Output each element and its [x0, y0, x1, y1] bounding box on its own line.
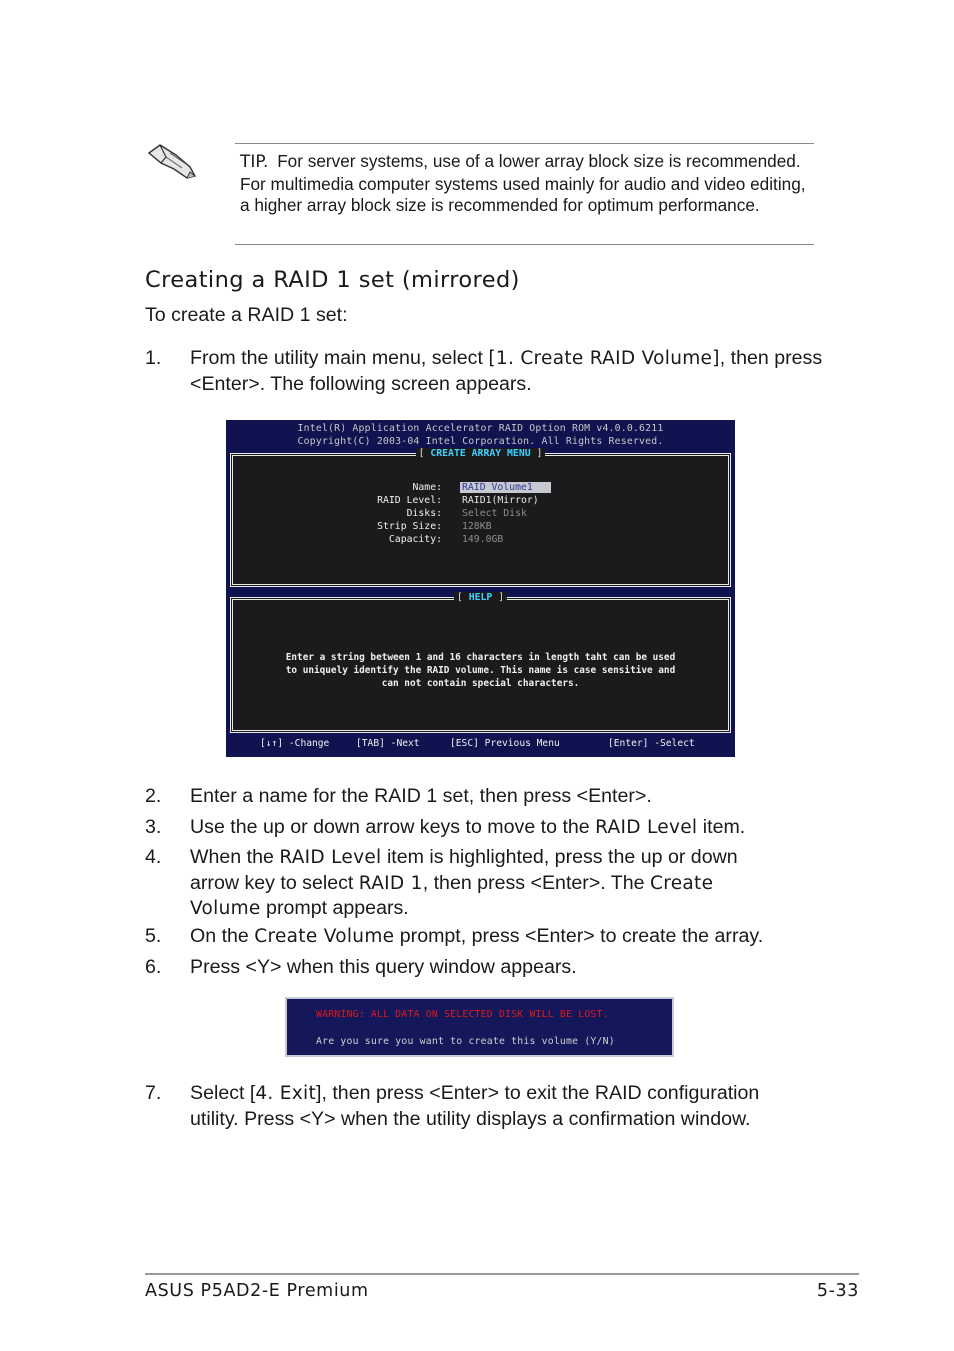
capacity-value[interactable]: 149.0GB	[462, 534, 504, 545]
rom-title: Intel(R) Application Accelerator RAID Option ROM v4.0.0.6211	[297, 423, 664, 434]
name-value[interactable]: RAID Volume1	[460, 482, 551, 493]
disks-value[interactable]: Select Disk	[462, 508, 527, 519]
strip-size-field[interactable]: Strip Size: 128KB	[377, 521, 492, 532]
step-number: 1.	[145, 347, 162, 369]
esc-hint: [ESC] Previous Menu	[450, 738, 560, 749]
change-hint: [↓↑] -Change	[260, 738, 330, 749]
help-text: Enter a string between 1 and 16 characters in length taht can be used to uniquely identify the RAID volume. This name is case sensitive and can not contain special characters.	[285, 652, 676, 689]
disks-field[interactable]: Disks: Select Disk	[406, 508, 527, 519]
intro-text: To create a RAID 1 set:	[145, 304, 348, 326]
section-title: Creating a RAID 1 set (mirrored)	[145, 267, 520, 293]
raid-level-value[interactable]: RAID1(Mirror)	[462, 495, 539, 506]
next-hint: [TAB] -Next	[356, 738, 420, 749]
footer-product: ASUS P5AD2-E Premium	[145, 1281, 369, 1301]
footer-rule	[145, 1273, 859, 1275]
warning-message: WARNING: ALL DATA ON SELECTED DISK WILL BE LOST.	[316, 1009, 609, 1020]
tip-bottom-rule	[235, 244, 814, 245]
strip-size-value[interactable]: 128KB	[462, 521, 492, 532]
create-array-screen	[226, 420, 735, 757]
rom-copyright: Copyright(C) 2003-04 Intel Corporation. All Rights Reserved.	[297, 436, 664, 447]
tip-text	[240, 151, 815, 217]
tip-top-rule	[235, 143, 814, 144]
capacity-field[interactable]: Capacity: 149.0GB	[388, 534, 504, 545]
warning-dialog	[285, 997, 674, 1057]
tip-label: TIP.	[240, 152, 269, 172]
help-panel	[230, 592, 731, 733]
help-title: [ HELP ]	[233, 592, 728, 603]
menu-keyword: [1. Create RAID Volume]	[488, 348, 720, 369]
step-text: From the utility main menu, select [1. Create RAID Volume], then press <Enter>. The following screen appears.	[190, 347, 823, 395]
name-field[interactable]: Name: RAID Volume1	[233, 482, 728, 495]
tip-body: For server systems, use of a lower array block size is recommended. For multimedia computer systems used mainly for audio and video editing, a higher array block size is recommended for optimum performance.	[240, 151, 806, 216]
create-array-panel	[230, 448, 731, 587]
create-array-title: [ CREATE ARRAY MENU ]	[233, 448, 728, 459]
hand-note-icon	[146, 141, 198, 181]
enter-hint: [Enter] -Select	[608, 738, 695, 749]
page-number: 5-33	[816, 1281, 859, 1301]
raid-level-field[interactable]: RAID Level: RAID1(Mirror)	[377, 495, 539, 506]
confirm-prompt[interactable]: Are you sure you want to create this volume (Y/N)	[316, 1036, 615, 1047]
